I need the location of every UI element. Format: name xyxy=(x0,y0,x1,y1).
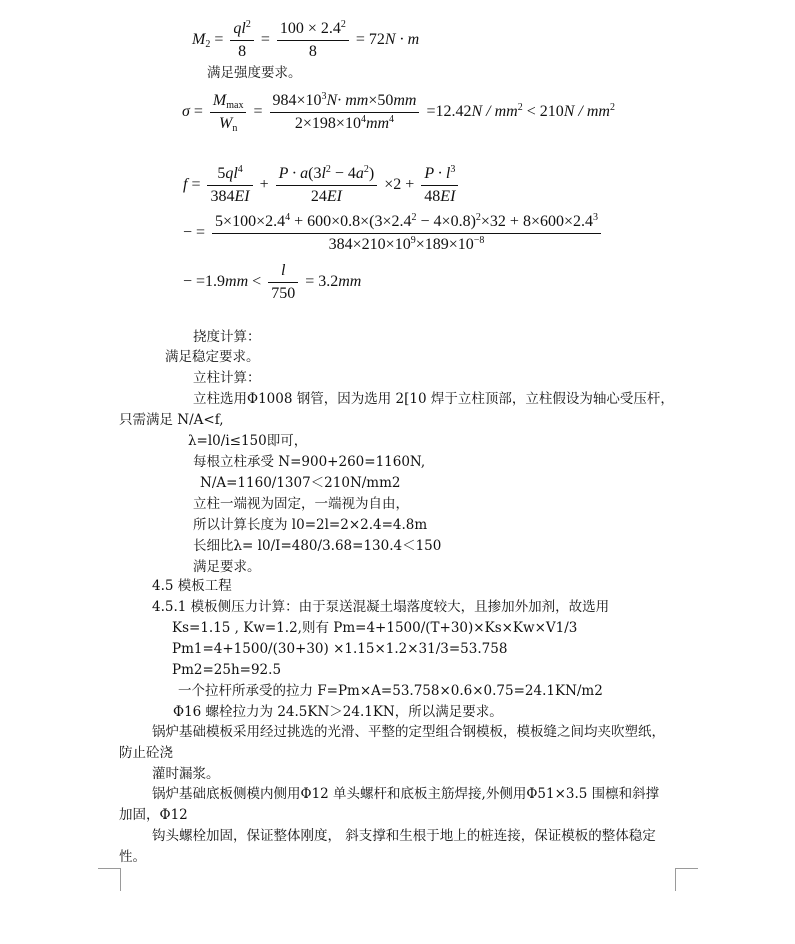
text-ks-formula: Ks=1.15 , Kw=1.2,则有 Pm=4+1500/(T+30)×Ks×Kw×V1/3 xyxy=(172,620,578,636)
text-deflection-calc: 挠度计算： xyxy=(193,329,261,345)
text-column-desc-2: 只需满足 N/A<f, xyxy=(119,412,224,428)
section-heading-4-5-1: 4.5.1 模板侧压力计算：由于泵送混凝土塌落度较大，且掺加外加剂，故选用 xyxy=(152,599,610,615)
text-pm2: Pm2=25h=92.5 xyxy=(172,662,282,678)
text-pm1: Pm1=4+1500/(30+30) ×1.15×1.2×31/3=53.758 xyxy=(172,641,508,657)
formula-deflection-substituted: − = $\frac{5\times 100\times 2.4^4 + 600\times 0.8\times(3\times 2.4^2 - 4\times 0.8)^2\times 32 + 8\times 600\times 2.4^3}{384\times 210\times 10^9\times 189\times 10^{-8}}$ xyxy=(183,213,604,254)
formula-m2: $M_2$ = $\frac{ql^2}{8}$ = $\frac{100 \times 2.4^2}{8}$ = 72N · m xyxy=(192,19,420,60)
section-heading-4-5: 4.5 模板工程 xyxy=(152,578,232,594)
text-column-load: 每根立柱承受 N=900+260=1160N, xyxy=(193,454,426,470)
text-lambda-limit: λ=l0/i≤150即可， xyxy=(188,433,308,449)
text-calc-length: 所以计算长度为 l0=2l=2×2.4=4.8m xyxy=(193,517,428,533)
text-n-over-a: N/A=1160/1307＜210N/mm2 xyxy=(200,475,401,491)
text-column-desc-1: 立柱选用Φ1008 钢管，因为选用 2[10 焊于立柱顶部，立柱假设为轴心受压杆， xyxy=(193,391,674,407)
text-end-condition: 立柱一端视为固定，一端视为自由， xyxy=(193,496,409,512)
formula-deflection: f = $\frac{5ql^4}{384EI}$ + $\frac{P \cdot a(3l^2 - 4a^2)}{24EI}$ ×2 + $\frac{P \cdot l^3}{48EI}$ xyxy=(183,165,461,206)
text-base-plate-2: 加固，Φ12 xyxy=(119,807,188,823)
text-bolt-tension: Φ16 螺栓拉力为 24.5KN＞24.1KN，所以满足要求。 xyxy=(173,704,503,720)
text-boiler-formwork-2: 防止砼浇 xyxy=(119,745,173,761)
text-strength-ok-1: 满足强度要求。 xyxy=(207,65,302,81)
text-requirement-ok: 满足要求。 xyxy=(193,559,261,575)
formula-deflection-result: − =1.9mm < $\frac{l}{750}$ = 3.2mm xyxy=(183,262,362,302)
text-column-calc: 立柱计算： xyxy=(193,370,261,386)
margin-corner-mark-right xyxy=(675,868,698,891)
text-hook-bolt-2: 性。 xyxy=(119,849,146,865)
text-boiler-formwork-3: 灌时漏浆。 xyxy=(152,766,220,782)
text-hook-bolt-1: 钩头螺栓加固，保证整体刚度， 斜支撑和生根于地上的桩连接，保证模板的整体稳定 xyxy=(152,828,656,844)
margin-corner-mark-left xyxy=(98,868,121,891)
formula-sigma: σ = $\frac{M_{max}}{W_n}$ = $\frac{984\times 10^3N\cdot mm\times 50mm}{2\times 198\times 10^4mm^4}$ $=12.42N / mm^2 < 210N / mm^2$ xyxy=(182,91,615,134)
text-tie-rod-force: 一个拉杆所承受的拉力 F=Pm×A=53.758×0.6×0.75=24.1KN/m2 xyxy=(178,683,603,699)
text-boiler-formwork-1: 锅炉基础模板采用经过挑选的光滑、平整的定型组合钢模板，模板缝之间均夹吹塑纸， xyxy=(152,724,665,740)
text-stability-ok: 满足稳定要求。 xyxy=(165,349,260,365)
clipped-top-line xyxy=(0,0,795,6)
text-slenderness: 长细比λ= l0/I=480/3.68=130.4＜150 xyxy=(193,538,442,554)
text-base-plate-1: 锅炉基础底板侧模内侧用Φ12 单头螺杆和底板主筋焊接,外侧用Φ51×3.5 围檩和斜撑 xyxy=(152,786,660,802)
